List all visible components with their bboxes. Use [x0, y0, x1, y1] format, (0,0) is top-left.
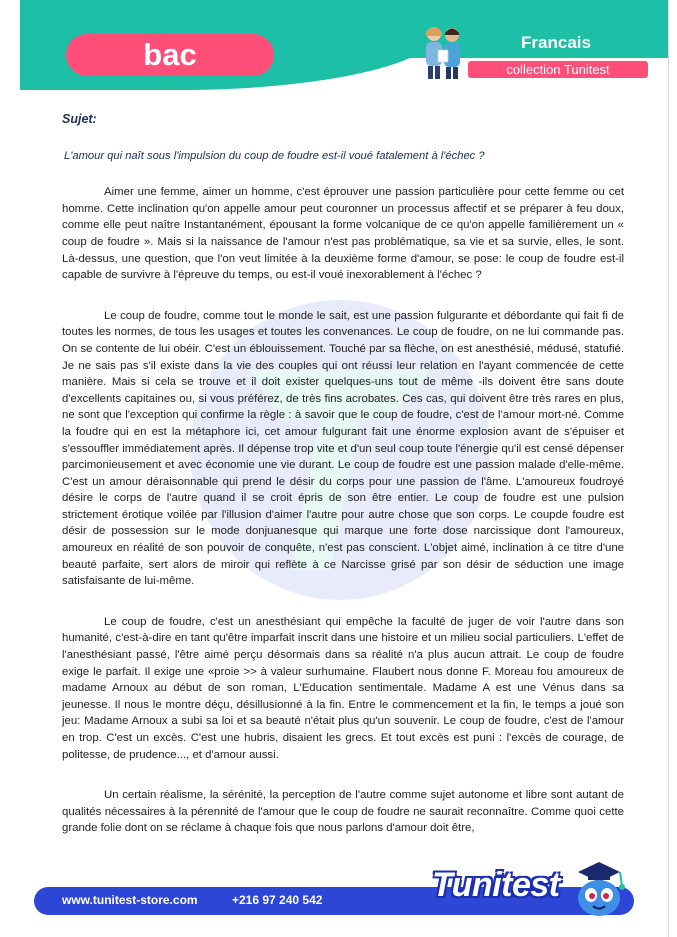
footer-website[interactable]: www.tunitest-store.com — [62, 893, 198, 907]
footer-phone: +216 97 240 542 — [232, 893, 323, 907]
document-body — [62, 111, 624, 837]
paragraph-4: Un certain réalisme, la sérénité, la perception de l'autre comme sujet autonome et libre sont autant de qualités nécessaires à la pérennité de l'amour que le coup de foudre ne saurait reconnaître. Comme quoi cette grande folie dont on se réclame à chaque fois que nous parlons d'amour doit être, — [62, 789, 624, 835]
exam-label: bac — [66, 34, 274, 76]
sujet-label: Sujet: — [62, 112, 97, 126]
paragraph-1: Aimer une femme, aimer un homme, c'est éprouver une passion particulière pour cette femme ou cet homme. Cette inclination qu'on appelle amour peut couronner un processus affectif et se préparer à feu doux, comme elle peut naître Instantanément, épousant la forme volcanique de ce qu'on appelle familièrement un « coup de foudre ». Mais si la naissance de l'amour n'est pas problématique, sa vie et sa survie, elles, le sont. Là-dessus, une question, que l'on veut limitée à la deuxième forme d'amour, se pose: le coup de foudre est-il capable de survivre à l'épreuve du temps, ou est-il voué inexorablement à l'échec ? — [62, 186, 624, 282]
paragraph-2: Le coup de foudre, comme tout le monde le sait, est une passion fulgurante et débordante qui fait fi de toutes les normes, de tous les usages et toutes les convenances. Le coup de foudre, on ne lui commande pas. On se contente de lui obéir. C'est un éblouissement. Touché par sa flèche, on est anesthésié, médusé, statufié. Je ne sais pas s'il existe dans la vie des couples qui ont réussi leur relation en l'ayant commencée de cette manière. Mais si cela se trouve et il doit exister quelques-uns tout de même -ils doivent être sans doute d'excellents capitaines ou, si vous préférez, de très fins acrobates. Ces cas, qui doivent être très rares en plus, ne sont que l'exception qui confirme la règle : à savoir que le coup de foudre, c'est de l'amour mort-né. Comme la foudre qui en est la métaphore ici, cet amour fulgurant fait une énorme explosion avant de s'épuiser et s'essouffler immédiatement après. Il dépense trop vite et d'un seul coup toute l'énergie qu'il est censé dépenser parcimonieusement et avec économie une vie durant. Le coup de foudre est une passion malade d'elle-même. C'est un amour déraisonnable qui prend le désir du corps pour une passion de l'âme. L'amoureux foudroyé désire le corps de l'autre quand il se croit épris de son être entier. Le coup de foudre est une pulsion strictement érotique voilée par l'illusion d'aimer l'autre pour autre chose que son corps. Le coupde foudre est désir de possession sur le mode donjuanesque qui marque une forte dose narcissique dont l'amoureux, amoureux en réalité de son pouvoir de conquête, n'est pas conscient. L'objet aimé, inclination à ce titre d'une beauté parfaite, sert alors de miroir qui reflète à ce Narcisse grisé par son désir de séduction une image satisfaisante de lui-même. — [62, 309, 624, 588]
essay-question: L'amour qui naît sous l'impulsion du coup de foudre est-il voué fatalement à l'échec ? — [64, 149, 485, 162]
paragraph-gap — [62, 284, 624, 308]
paragraph-gap — [62, 590, 624, 614]
collection-badge: collection Tunitest — [468, 61, 648, 78]
subject-title: Francais — [521, 33, 591, 52]
paragraph-gap — [62, 763, 624, 787]
brand-logo: Tunitest — [432, 866, 560, 904]
paragraph-3: Le coup de foudre, c'est un anesthésiant qui empêche la faculté de juger de voir l'autre dans son humanité, c'est-à-dire en tant qu'être imparfait inscrit dans une histoire et un milieu social particuliers. L'effet de l'anesthésiant passé, l'être aimé perçu désormais dans sa réalité n'a plus aucun attrait. Le coup de foudre exige le parfait. Il exige une «proie >> à valeur surhumaine. Flaubert nous donne F. Moreau fou amoureux de madame Arnoux au début de son roman, L'Education sentimentale. Madame A est une Vénus dans sa jeunesse. Il nous le montre déçu, désillusionné à la fin. Entre le commencement et la fin, le temps a joué son jeu: Madame Arnoux a subi sa loi et sa beauté n'était plus qu'un souvenir. Le coup de foudre, c'est de l'amour en trop. C'est un excès. C'est une hubris, disaient les grecs. Et tout excès est puni : l'excès de courage, de politesse, de prudence..., et d'amour aussi. — [62, 615, 624, 761]
students-illustration — [416, 24, 468, 80]
mascot-icon — [564, 856, 634, 920]
